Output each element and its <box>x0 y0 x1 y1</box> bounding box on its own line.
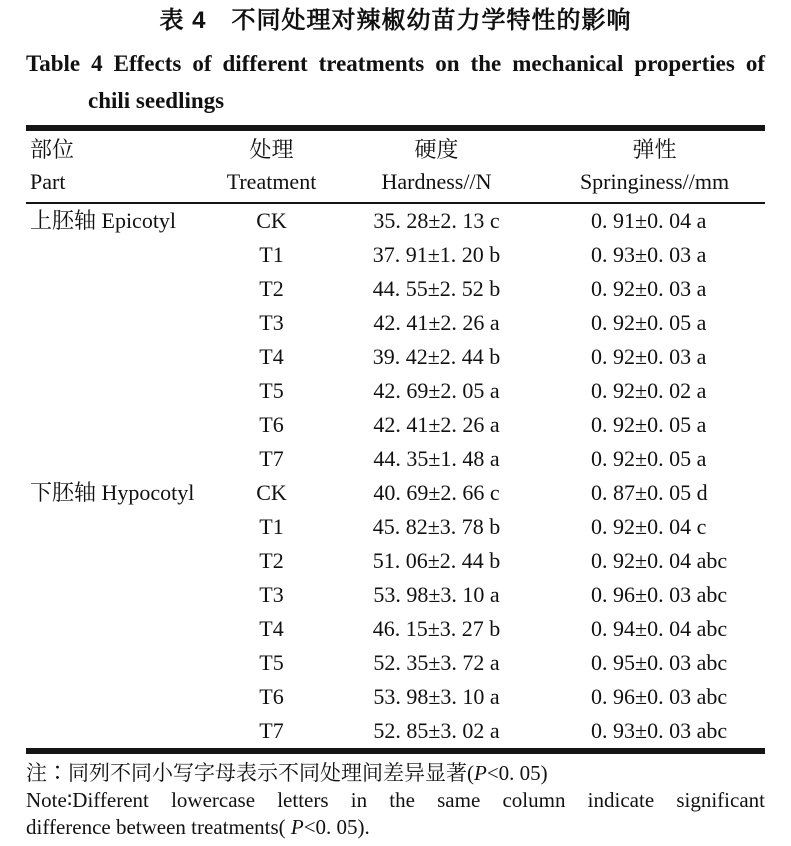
table-title-en <box>26 47 765 121</box>
springiness-cell: 0. 92±0. 03 a <box>591 344 707 369</box>
treatment-cell: T4 <box>259 616 284 641</box>
springiness-cell: 0. 96±0. 03 abc <box>591 582 728 607</box>
springiness-cell: 0. 92±0. 05 a <box>591 412 707 437</box>
treatment-cell: CK <box>256 480 287 505</box>
note-en-line1: Note∶Different lowercase letters in the same column indicate significant <box>26 788 765 812</box>
hardness-cell: 53. 98±3. 10 a <box>373 582 500 607</box>
hardness-cell: 40. 69±2. 66 c <box>373 480 500 505</box>
hardness-cell: 39. 42±2. 44 b <box>372 344 501 369</box>
treatment-cell: T6 <box>259 412 284 437</box>
note-zh-text: 注∶同列不同小写字母表示不同处理间差异显著( <box>26 761 474 785</box>
treatment-header-zh: 处理 <box>249 137 294 162</box>
springiness-cell: 0. 93±0. 03 abc <box>591 718 728 743</box>
part-header-en: Part <box>30 169 66 194</box>
note-en-pvalue: <0. 05). <box>303 815 370 839</box>
springiness-cell: 0. 92±0. 05 a <box>591 310 707 335</box>
hardness-header-zh: 硬度 <box>414 137 459 162</box>
hardness-cell: 44. 35±1. 48 a <box>373 446 500 471</box>
treatment-cell: T2 <box>259 276 284 301</box>
treatment-cell: T5 <box>259 378 284 403</box>
treatment-cell: T1 <box>259 242 284 267</box>
note-zh-p-symbol: P <box>474 761 487 785</box>
note-zh-pvalue: <0. 05) <box>486 761 548 785</box>
hardness-cell: 53. 98±3. 10 a <box>373 684 500 709</box>
treatment-cell: T3 <box>259 582 284 607</box>
table-title-zh: 表 4 不同处理对辣椒幼苗力学特性的影响 <box>159 7 632 34</box>
springiness-column-header <box>544 128 765 203</box>
springiness-cell: 0. 94±0. 04 abc <box>591 616 728 641</box>
hardness-cell: 35. 28±2. 13 c <box>373 208 500 233</box>
table-notes <box>26 759 765 841</box>
note-en-line2-text: difference between treatments( <box>26 815 291 839</box>
springiness-cell: 0. 92±0. 02 a <box>591 378 707 403</box>
treatment-cell: T4 <box>259 344 284 369</box>
table-title-en-text: Effects of different treatments on the mechanical properties of <box>113 51 766 76</box>
springiness-header-en: Springiness//mm <box>579 169 730 194</box>
treatment-header-en: Treatment <box>226 169 317 194</box>
springiness-header-zh: 弹性 <box>632 137 677 162</box>
springiness-cell: 0. 92±0. 04 c <box>591 514 707 539</box>
treatment-cell: T7 <box>259 718 284 743</box>
table-row <box>26 476 765 510</box>
springiness-cell: 0. 87±0. 05 d <box>591 480 708 505</box>
table-title-en-line2: chili seedlings <box>88 88 225 113</box>
hardness-cell: 52. 35±3. 72 a <box>373 650 500 675</box>
springiness-cell: 0. 92±0. 05 a <box>591 446 707 471</box>
treatment-cell: T3 <box>259 310 284 335</box>
springiness-cell: 0. 95±0. 03 abc <box>591 650 728 675</box>
header-row <box>26 128 765 203</box>
note-zh <box>26 759 765 787</box>
table-body <box>26 203 765 751</box>
note-en-line2 <box>26 814 765 841</box>
table-header <box>26 128 765 203</box>
part-column-header <box>26 128 214 203</box>
treatment-cell: T1 <box>259 514 284 539</box>
springiness-cell: 0. 96±0. 03 abc <box>591 684 728 709</box>
treatment-cell: CK <box>256 208 287 233</box>
treatment-cell: T5 <box>259 650 284 675</box>
hardness-cell: 44. 55±2. 52 b <box>372 276 501 301</box>
hardness-cell: 45. 82±3. 78 b <box>372 514 501 539</box>
part-cell: 上胚轴 Epicotyl <box>30 208 177 233</box>
springiness-cell: 0. 92±0. 04 abc <box>591 548 728 573</box>
treatment-cell: T2 <box>259 548 284 573</box>
springiness-cell: 0. 91±0. 04 a <box>591 208 707 233</box>
springiness-cell: 0. 92±0. 03 a <box>591 276 707 301</box>
mechanical-properties-table <box>26 125 765 754</box>
hardness-cell: 46. 15±3. 27 b <box>372 616 501 641</box>
treatment-cell: T7 <box>259 446 284 471</box>
hardness-cell: 42. 41±2. 26 a <box>373 310 500 335</box>
hardness-cell: 52. 85±3. 02 a <box>373 718 500 743</box>
part-cell: 下胚轴 Hypocotyl <box>30 480 195 505</box>
treatment-cell: T6 <box>259 684 284 709</box>
treatment-column-header <box>214 128 329 203</box>
table-number-label: Table 4 <box>26 51 103 76</box>
note-en-p-symbol: P <box>290 815 304 839</box>
hardness-column-header <box>329 128 544 203</box>
hardness-cell: 37. 91±1. 20 b <box>372 242 501 267</box>
springiness-cell: 0. 93±0. 03 a <box>591 242 707 267</box>
hardness-header-en: Hardness//N <box>381 169 492 194</box>
part-header-zh: 部位 <box>30 137 75 162</box>
table-title-en-line1 <box>26 47 765 81</box>
hardness-cell: 42. 69±2. 05 a <box>373 378 500 403</box>
hardness-cell: 51. 06±2. 44 b <box>372 548 501 573</box>
hardness-cell: 42. 41±2. 26 a <box>373 412 500 437</box>
table-row <box>26 203 765 238</box>
